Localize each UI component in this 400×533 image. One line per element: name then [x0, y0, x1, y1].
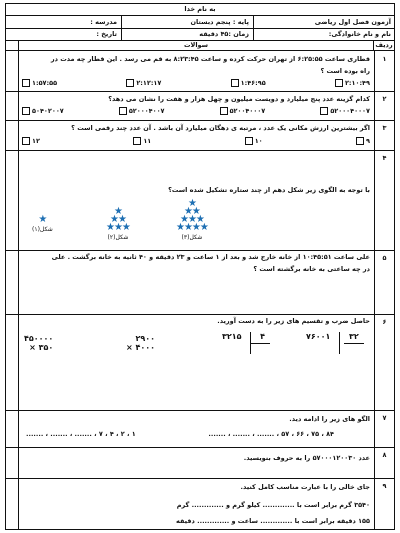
- multiplication-2: [24, 334, 53, 352]
- options: [22, 137, 370, 145]
- question-text: با توجه به الگوی زیر شکل دهم از چند ستاره تشکیل شده است؟: [168, 186, 370, 194]
- checkbox[interactable]: [22, 79, 30, 87]
- option-1[interactable]: ۵۰۴۰۲۰۰۷: [22, 107, 64, 115]
- question-text-line2: راه بوده است ؟: [320, 67, 370, 75]
- shape-3-stars: [176, 200, 208, 241]
- duration-label: زمان :۴۵ دقیقه: [199, 30, 249, 38]
- question-8: [6, 447, 394, 479]
- checkbox[interactable]: [356, 137, 364, 145]
- checkbox[interactable]: [231, 79, 239, 87]
- column-header: [6, 40, 394, 51]
- option-2[interactable]: ۵۲۰۰۰۴۰۰۷: [119, 107, 165, 115]
- question-text: اگر بیشترین ارزش مکانی یک عدد ، مرتبه ی دهگان میلیارد آن باشد . آن عدد چند رقمی است ؟: [71, 124, 370, 132]
- option-3[interactable]: ۱۰: [245, 137, 263, 145]
- question-number: ۶: [374, 314, 394, 410]
- shape-label: شکل(۱): [32, 226, 53, 233]
- shape-1-stars: [32, 216, 53, 233]
- pattern-1: ۸۴ ، ۷۵ ، ۶۶ ، ۵۷ ، ....... ، ....... ، .......: [208, 430, 334, 438]
- question-number: ۹: [374, 478, 394, 530]
- checkbox[interactable]: [133, 137, 141, 145]
- star-icon: ★: [38, 214, 47, 225]
- question-number: ۳: [374, 120, 394, 150]
- option-4[interactable]: ۲:۱۰:۴۹: [335, 79, 370, 87]
- shape-label: شکل(۳): [181, 234, 203, 241]
- question-number: ۷: [374, 410, 394, 447]
- multiplier: ۳۵۰: [38, 343, 54, 352]
- checkbox[interactable]: [22, 137, 30, 145]
- grade-label: پایه : پنجم دبستان: [190, 18, 249, 26]
- divisor: ۴: [260, 332, 266, 341]
- times-sign: ×: [126, 343, 133, 352]
- question-number: ۱: [374, 51, 394, 91]
- question-9: [6, 478, 394, 530]
- exam-title: آزمون فصل اول ریاضی: [314, 18, 391, 26]
- star-icon: ★: [113, 206, 122, 217]
- pattern-2: ۱ ، ۲ ، ۴ ، ۷ ، ....... ، ....... ، .......: [26, 430, 136, 438]
- option-2[interactable]: ۲:۱۲:۱۷: [126, 79, 161, 87]
- question-5: [6, 250, 394, 315]
- question-text-line2: در چه ساعتی به خانه برگشته است ؟: [253, 265, 370, 273]
- checkbox[interactable]: [220, 107, 228, 115]
- row-column-title: ردیف: [373, 40, 394, 50]
- option-1[interactable]: ۱۲: [22, 137, 40, 145]
- question-text: قطاری ساعت ۶:۲۵:۵۵ از تهران حرکت کرده و ساعت ۸:۲۳:۴۵ به قم می رسد . این قطار چه مدت در: [50, 55, 370, 63]
- multiplier: ۴۰۰۰: [135, 343, 156, 352]
- date-label: تاریخ :: [96, 30, 117, 38]
- question-number: ۵: [374, 250, 394, 314]
- multiplicand: ۴۵۰۰۰۰: [24, 334, 54, 343]
- multiplicand: ۲۹۰۰: [135, 334, 156, 343]
- question-text: الگو های زیر را ادامه دید.: [289, 415, 370, 423]
- star-icon: ★: [187, 198, 196, 209]
- question-6: [6, 314, 394, 411]
- question-number: ۸: [374, 447, 394, 478]
- divisor: ۳۲: [349, 332, 359, 341]
- question-3: [6, 120, 394, 151]
- exam-sheet: [5, 3, 395, 530]
- question-text: کدام گزینه عدد پنج میلیارد و دویست میلیون و چهل هزار و هفت را نشان می دهد؟: [108, 95, 370, 103]
- options: [22, 79, 370, 87]
- fill-line-2: ۱۵۵ دقیقه برابر است با ............. ساعت و ............. دقیقه: [176, 517, 370, 525]
- star-icon: ★★★: [106, 222, 130, 233]
- question-7: [6, 410, 394, 448]
- questions-column-title: سوالات: [183, 41, 209, 49]
- fill-line-1: ۳۵۴۰ گرم برابر است با ............. کیلو گرم و ............. گرم: [176, 501, 370, 509]
- option-3[interactable]: ۱:۴۶:۹۵: [231, 79, 266, 87]
- option-4[interactable]: ۹: [356, 137, 370, 145]
- option-3[interactable]: ۵۲۰۰۴۰۰۰۷: [220, 107, 266, 115]
- option-1[interactable]: ۱:۵۷:۵۵: [22, 79, 57, 87]
- option-2[interactable]: ۱۱: [133, 137, 151, 145]
- option-4[interactable]: ۵۲۰۰۰۴۰۰۰۷: [320, 107, 370, 115]
- division-2: [222, 332, 265, 354]
- shape-2-stars: [106, 208, 130, 241]
- options: [22, 107, 370, 115]
- question-text: حاصل ضرب و تقسیم های زیر را به دست آورید.: [217, 317, 370, 325]
- school-label: مدرسه :: [90, 18, 117, 26]
- question-text: عدد ۵۷۰۰۰۱۲۰۰۳۰ را به حروف بنویسید.: [243, 454, 370, 462]
- dividend: ۳۲۱۵: [222, 332, 242, 341]
- question-2: [6, 91, 394, 121]
- star-icon: ★★★★: [176, 222, 208, 233]
- checkbox[interactable]: [126, 79, 134, 87]
- shape-label: شکل(۲): [107, 234, 129, 241]
- question-text: علی ساعت ۱۰:۴۵:۵۱ از خانه خارج شد و بعد از ۱ ساعت و ۲۳ دقیقه و ۴۰ ثانیه به خانه برگشت . علی: [51, 253, 370, 261]
- checkbox[interactable]: [320, 107, 328, 115]
- division-1: [306, 332, 359, 354]
- star-icon: ★★: [183, 206, 200, 217]
- dividend: ۷۶۰۰۱: [306, 332, 331, 341]
- question-text: جای خالی را با عبارت مناسب کامل کنید.: [240, 483, 370, 491]
- question-number: ۲: [374, 91, 394, 120]
- checkbox[interactable]: [119, 107, 127, 115]
- question-4: [6, 150, 394, 251]
- student-name-label: نام و نام خانوادگی:: [328, 30, 391, 38]
- question-1: [6, 51, 394, 92]
- question-number: ۴: [374, 150, 394, 250]
- checkbox[interactable]: [335, 79, 343, 87]
- star-icon: ★★★: [179, 214, 204, 225]
- checkbox[interactable]: [22, 107, 30, 115]
- checkbox[interactable]: [245, 137, 253, 145]
- times-sign: ×: [29, 343, 36, 352]
- star-icon: ★★: [109, 214, 126, 225]
- bismillah: به نام خدا: [6, 4, 394, 16]
- multiplication-1: [126, 334, 155, 352]
